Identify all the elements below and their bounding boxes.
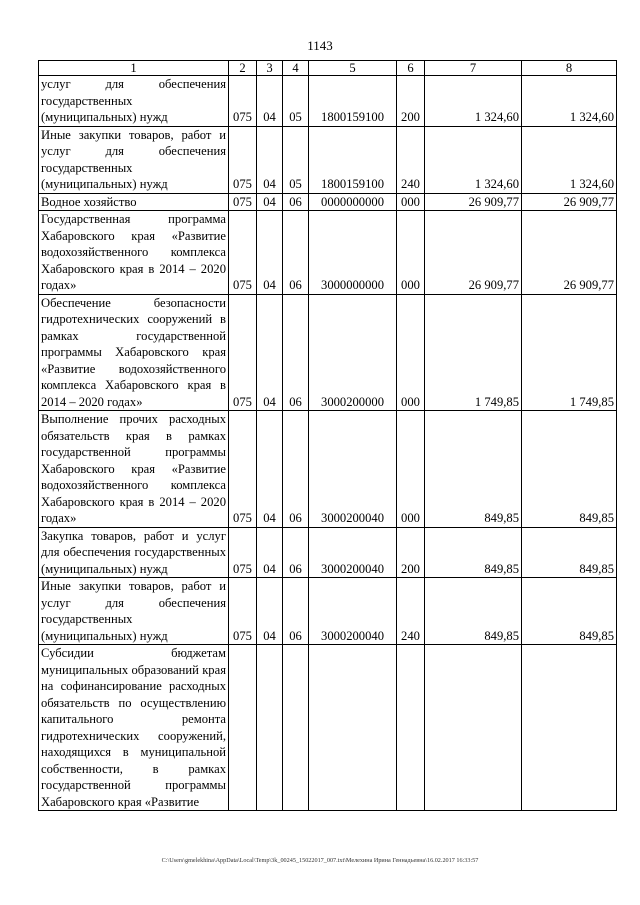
subsection-code-cell: 06 bbox=[283, 193, 309, 211]
ministry-code-cell: 075 bbox=[229, 527, 257, 578]
page-number: 1143 bbox=[307, 38, 333, 53]
row-name-cell: Обеспечение безопасности гидротехнических сооружений в рамках государственной программы Хабаровского края «Развитие водохозяйственного комплекса Хабаровского края в 2014 – 2020 годах» bbox=[39, 294, 229, 411]
section-code-cell: 04 bbox=[257, 578, 283, 645]
file-path-footer: C:\Users\gmelekhina\AppData\Local\Temp\3k_00245_15022017_007.txt\Мелехина Ирина Геннадьевна\16.02.2017 16:33:57 bbox=[161, 857, 479, 864]
expense-type-cell: 200 bbox=[397, 76, 425, 127]
column-header: 7 bbox=[425, 61, 522, 76]
ministry-code-cell: 075 bbox=[229, 126, 257, 193]
table-row bbox=[39, 411, 617, 528]
ministry-code-cell: 075 bbox=[229, 411, 257, 528]
column-header: 6 bbox=[397, 61, 425, 76]
subsection-code-cell: 05 bbox=[283, 126, 309, 193]
amount-cell: 26 909,77 bbox=[425, 211, 522, 295]
subsection-code-cell: 06 bbox=[283, 527, 309, 578]
amount-cell: 849,85 bbox=[522, 578, 617, 645]
table-row bbox=[39, 193, 617, 211]
column-header: 4 bbox=[283, 61, 309, 76]
expense-type-cell: 240 bbox=[397, 578, 425, 645]
section-code-cell bbox=[257, 645, 283, 811]
subsection-code-cell: 06 bbox=[283, 211, 309, 295]
amount-cell: 1 324,60 bbox=[522, 76, 617, 127]
budget-table bbox=[38, 60, 617, 811]
amount-cell: 849,85 bbox=[522, 411, 617, 528]
expense-type-cell: 240 bbox=[397, 126, 425, 193]
subsection-code-cell: 06 bbox=[283, 294, 309, 411]
amount-cell: 1 749,85 bbox=[522, 294, 617, 411]
expense-type-cell: 000 bbox=[397, 294, 425, 411]
amount-cell: 849,85 bbox=[425, 578, 522, 645]
target-article-cell: 3000200040 bbox=[309, 411, 397, 528]
amount-cell: 849,85 bbox=[425, 411, 522, 528]
ministry-code-cell: 075 bbox=[229, 76, 257, 127]
table-row bbox=[39, 294, 617, 411]
section-code-cell: 04 bbox=[257, 193, 283, 211]
expense-type-cell: 000 bbox=[397, 411, 425, 528]
amount-cell: 1 324,60 bbox=[425, 76, 522, 127]
ministry-code-cell: 075 bbox=[229, 578, 257, 645]
table-row bbox=[39, 578, 617, 645]
amount-cell: 1 749,85 bbox=[425, 294, 522, 411]
amount-cell bbox=[522, 645, 617, 811]
expense-type-cell: 000 bbox=[397, 211, 425, 295]
target-article-cell: 1800159100 bbox=[309, 126, 397, 193]
section-code-cell: 04 bbox=[257, 76, 283, 127]
ministry-code-cell: 075 bbox=[229, 211, 257, 295]
ministry-code-cell: 075 bbox=[229, 294, 257, 411]
column-header: 2 bbox=[229, 61, 257, 76]
column-header: 1 bbox=[39, 61, 229, 76]
table-header-row bbox=[39, 61, 617, 76]
amount-cell: 26 909,77 bbox=[522, 211, 617, 295]
target-article-cell: 3000200000 bbox=[309, 294, 397, 411]
subsection-code-cell: 06 bbox=[283, 411, 309, 528]
subsection-code-cell: 06 bbox=[283, 578, 309, 645]
amount-cell bbox=[425, 645, 522, 811]
section-code-cell: 04 bbox=[257, 411, 283, 528]
section-code-cell: 04 bbox=[257, 527, 283, 578]
amount-cell: 1 324,60 bbox=[522, 126, 617, 193]
target-article-cell: 3000000000 bbox=[309, 211, 397, 295]
subsection-code-cell: 05 bbox=[283, 76, 309, 127]
row-name-cell: Иные закупки товаров, работ и услуг для обеспечения государственных (муниципальных) нужд bbox=[39, 578, 229, 645]
row-name-cell: Государственная программа Хабаровского края «Развитие водохозяйственного комплекса Хабаровского края в 2014 – 2020 годах» bbox=[39, 211, 229, 295]
section-code-cell: 04 bbox=[257, 126, 283, 193]
amount-cell: 1 324,60 bbox=[425, 126, 522, 193]
column-header: 3 bbox=[257, 61, 283, 76]
table-row bbox=[39, 76, 617, 127]
amount-cell: 849,85 bbox=[522, 527, 617, 578]
column-header: 8 bbox=[522, 61, 617, 76]
amount-cell: 26 909,77 bbox=[522, 193, 617, 211]
subsection-code-cell bbox=[283, 645, 309, 811]
section-code-cell: 04 bbox=[257, 294, 283, 411]
ministry-code-cell bbox=[229, 645, 257, 811]
target-article-cell: 3000200040 bbox=[309, 578, 397, 645]
target-article-cell: 0000000000 bbox=[309, 193, 397, 211]
row-name-cell: Закупка товаров, работ и услуг для обеспечения государственных (муниципальных) нужд bbox=[39, 527, 229, 578]
table-row bbox=[39, 211, 617, 295]
row-name-cell: Выполнение прочих расходных обязательств края в рамках государственной программы Хабаровского края «Развитие водохозяйственного комплекса Хабаровского края в 2014 – 2020 годах» bbox=[39, 411, 229, 528]
section-code-cell: 04 bbox=[257, 211, 283, 295]
row-name-cell: услуг для обеспечения государственных (муниципальных) нужд bbox=[39, 76, 229, 127]
ministry-code-cell: 075 bbox=[229, 193, 257, 211]
row-name-cell: Субсидии бюджетам муниципальных образований края на софинансирование расходных обязательств по осуществлению капитального ремонта гидротехнических сооружений, находящихся в муниципальной собственности, в рамках государственной программы Хабаровского края «Развитие bbox=[39, 645, 229, 811]
target-article-cell: 3000200040 bbox=[309, 527, 397, 578]
amount-cell: 849,85 bbox=[425, 527, 522, 578]
target-article-cell: 1800159100 bbox=[309, 76, 397, 127]
expense-type-cell: 200 bbox=[397, 527, 425, 578]
table-row bbox=[39, 645, 617, 811]
table-row bbox=[39, 527, 617, 578]
row-name-cell: Иные закупки товаров, работ и услуг для обеспечения государственных (муниципальных) нужд bbox=[39, 126, 229, 193]
column-header: 5 bbox=[309, 61, 397, 76]
table-row bbox=[39, 126, 617, 193]
amount-cell: 26 909,77 bbox=[425, 193, 522, 211]
expense-type-cell: 000 bbox=[397, 193, 425, 211]
row-name-cell: Водное хозяйство bbox=[39, 193, 229, 211]
target-article-cell bbox=[309, 645, 397, 811]
expense-type-cell bbox=[397, 645, 425, 811]
